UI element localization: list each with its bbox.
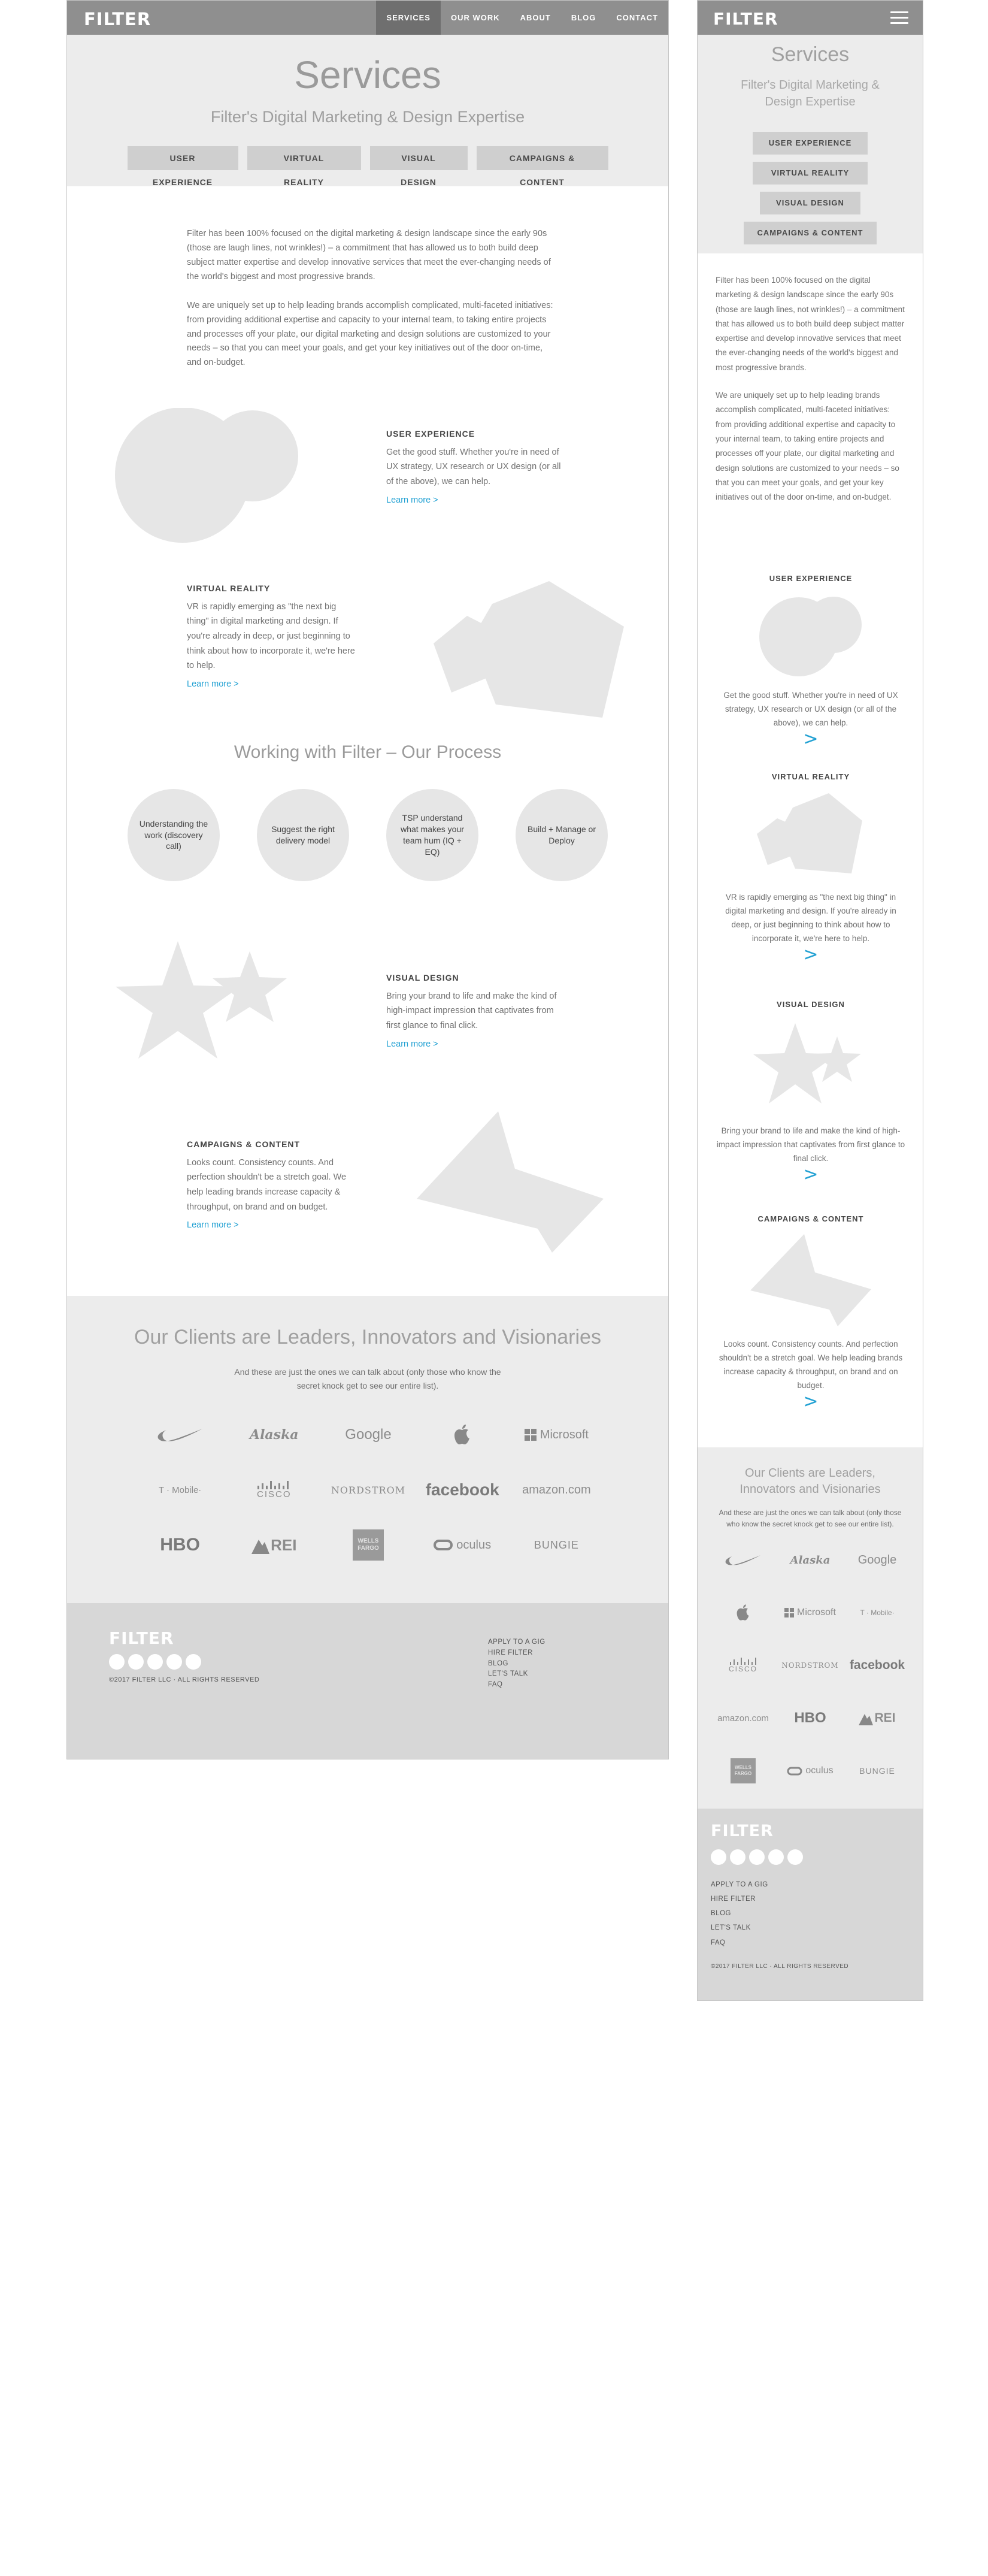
vd-stars-illustration	[751, 1020, 871, 1115]
vd-title: VISUAL DESIGN	[386, 973, 459, 982]
ux-section	[386, 427, 566, 507]
social-icon[interactable]	[186, 1654, 201, 1670]
social-icon[interactable]	[109, 1654, 125, 1670]
vd-arrow-link[interactable]: >	[803, 1163, 819, 1185]
amazon-logo: amazon.com	[522, 1483, 591, 1496]
clients-subtitle: And these are just the ones we can talk about (only those who know the secret knock get to see our entire list).	[719, 1508, 902, 1529]
copyright: ©2017 FILTER LLC · ALL RIGHTS RESERVED	[109, 1676, 260, 1683]
amazon-logo: amazon.com	[717, 1713, 769, 1724]
nav-contact[interactable]: CONTACT	[616, 13, 658, 22]
microsoft-logo: Microsoft	[777, 1601, 844, 1625]
intro-paragraph: We are uniquely set up to help leading brands accomplish complicated, multi-faceted initiatives: from providing additional expertise and capacity to your internal team, to taking entire projects and processes off your plate, our digital marketing and design solutions are customized to your needs – so that you can meet your goals, and get your key initiatives out of the door on-time, and on-budget.	[187, 300, 553, 368]
facebook-logo: facebook	[425, 1480, 499, 1499]
social-icon[interactable]	[787, 1849, 803, 1865]
vd-title: VISUAL DESIGN	[777, 1000, 845, 1009]
process-step: Understanding the work (discovery call)	[128, 789, 220, 881]
mobile-logo[interactable]: FILTER	[713, 9, 778, 29]
service-tabs	[67, 146, 668, 187]
hbo-logo: HBO	[794, 1710, 826, 1726]
tab-virtual-reality[interactable]: VIRTUAL REALITY	[247, 146, 361, 170]
mobile-page-title: Services	[771, 43, 850, 66]
footer-link-apply[interactable]: APPLY TO A GIG	[488, 1638, 545, 1646]
mobile-ux-section	[716, 574, 906, 748]
clients-section	[67, 1296, 668, 1603]
mobile-service-tabs	[698, 132, 923, 244]
vr-section	[187, 582, 357, 692]
cc-section	[187, 1138, 360, 1233]
mobile-clients-section	[698, 1447, 923, 1809]
footer-link-talk[interactable]: LET'S TALK	[488, 1670, 528, 1678]
vr-pentagons-illustration	[751, 791, 871, 881]
mobile-hero	[698, 35, 923, 253]
client-logos	[710, 1548, 911, 1783]
rei-logo: REI	[227, 1533, 321, 1557]
bungie-logo: BUNGIE	[534, 1538, 579, 1551]
cc-polygon-illustration	[748, 1232, 874, 1328]
mobile-page-subtitle: Filter's Digital Marketing & Design Expertise	[741, 78, 880, 108]
process-step: TSP understand what makes your team hum (IQ + EQ)	[386, 789, 478, 881]
wells-fargo-logo: WELLS FARGO	[710, 1759, 777, 1783]
nav-our-work[interactable]: OUR WORK	[450, 13, 500, 22]
nordstrom-logo: NORDSTROM	[781, 1661, 839, 1670]
cc-polygon-illustration	[414, 1109, 612, 1253]
vd-description: Bring your brand to life and make the kind of high-impact impression that captivates from first glance to final click.	[386, 991, 557, 1031]
footer-logo[interactable]: FILTER	[711, 1822, 774, 1840]
mobile-vd-section	[716, 1000, 906, 1184]
mobile-vr-section	[716, 772, 906, 964]
social-icon[interactable]	[166, 1654, 182, 1670]
ux-circles-illustration	[751, 595, 871, 679]
mobile-cc-section	[716, 1214, 906, 1411]
footer-logo[interactable]: FILTER	[109, 1628, 174, 1648]
social-icon[interactable]	[711, 1849, 726, 1865]
cc-description: Looks count. Consistency counts. And perfection shouldn't be a stretch goal. We help leading brands increase capacity & throughput, on brand and on budget.	[719, 1340, 903, 1390]
facebook-logo: facebook	[849, 1658, 905, 1672]
mobile-mockup	[697, 0, 923, 2001]
clients-title: Our Clients are Leaders, Innovators and Visionaries	[740, 1467, 881, 1496]
oculus-logo: oculus	[777, 1759, 844, 1783]
clients-title: Our Clients are Leaders, Innovators and Visionaries	[134, 1326, 601, 1349]
ux-description: Get the good stuff. Whether you're in need of UX strategy, UX research or UX design (or all of the above), we can help.	[386, 447, 561, 487]
tab-visual-design[interactable]: VISUAL DESIGN	[760, 192, 860, 214]
process-steps	[67, 789, 668, 881]
client-logos	[133, 1423, 604, 1557]
tab-virtual-reality[interactable]: VIRTUAL REALITY	[753, 162, 868, 185]
ux-title: USER EXPERIENCE	[769, 574, 853, 583]
cisco-logo: CISCO	[710, 1653, 777, 1677]
tmobile-logo: T · Mobile·	[158, 1484, 202, 1495]
footer-link-faq[interactable]: FAQ	[711, 1939, 726, 1946]
footer-link-apply[interactable]: APPLY TO A GIG	[711, 1881, 768, 1888]
vr-pentagons-illustration	[426, 579, 630, 722]
social-icons	[711, 1849, 803, 1865]
nav-menu	[376, 1, 668, 35]
mobile-footer	[698, 1809, 923, 2000]
bungie-logo: BUNGIE	[859, 1766, 895, 1776]
footer-links	[488, 1637, 545, 1691]
ux-circles-illustration	[114, 408, 311, 546]
oculus-logo: oculus	[416, 1533, 510, 1557]
apple-logo	[710, 1601, 777, 1625]
tmobile-logo: T · Mobile·	[860, 1609, 895, 1617]
vr-description: VR is rapidly emerging as "the next big thing" in digital marketing and design. If you're already in deep, or just beginning to think about how to incorporate it, we're here to help.	[725, 893, 896, 943]
cc-description: Looks count. Consistency counts. And perfection shouldn't be a stretch goal. We help leading brands increase capacity & throughput, on brand and on budget.	[187, 1157, 347, 1212]
social-icon[interactable]	[749, 1849, 765, 1865]
page-title: Services	[294, 53, 441, 96]
social-icon[interactable]	[147, 1654, 163, 1670]
footer-link-talk[interactable]: LET'S TALK	[711, 1924, 751, 1932]
alaska-logo: Alaska	[790, 1553, 831, 1567]
footer-link-blog[interactable]: BLOG	[488, 1659, 508, 1667]
vr-arrow-link[interactable]: >	[803, 944, 819, 965]
tab-campaigns-content[interactable]: CAMPAIGNS & CONTENT	[744, 222, 877, 244]
footer-link-hire[interactable]: HIRE FILTER	[711, 1895, 756, 1903]
desktop-mockup	[66, 0, 669, 1759]
google-logo: Google	[345, 1426, 392, 1443]
page-subtitle: Filter's Digital Marketing & Design Expertise	[210, 108, 525, 126]
ux-learn-more-link[interactable]: Learn more >	[386, 495, 438, 505]
social-icon[interactable]	[128, 1654, 144, 1670]
intro-text	[187, 227, 558, 385]
tab-campaigns-content[interactable]: CAMPAIGNS & CONTENT	[477, 146, 608, 170]
ux-description: Get the good stuff. Whether you're in need of UX strategy, UX research or UX design (or all of the above), we can help.	[723, 691, 898, 727]
hamburger-menu-icon[interactable]	[890, 11, 908, 25]
alaska-logo: Alaska	[250, 1427, 299, 1443]
nordstrom-logo: NORDSTROM	[331, 1484, 406, 1496]
social-icon[interactable]	[730, 1849, 745, 1865]
nav-services[interactable]: SERVICES	[376, 1, 441, 35]
ux-arrow-link[interactable]: >	[803, 728, 819, 749]
wells-fargo-logo: WELLS FARGO	[321, 1533, 415, 1557]
social-icons	[109, 1654, 201, 1670]
vr-title: VIRTUAL REALITY	[771, 772, 850, 781]
footer-link-faq[interactable]: FAQ	[488, 1681, 503, 1689]
google-logo: Google	[857, 1553, 897, 1567]
social-icon[interactable]	[768, 1849, 784, 1865]
intro-paragraph: Filter has been 100% focused on the digital marketing & design landscape since the early 90s (those are laugh lines, not wrinkles!) – a commitment that has allowed us to both build deep subject matter expertise and develop innovative services that meet the ever-changing needs of the world's biggest and most progressive brands.	[716, 276, 905, 372]
vr-description: VR is rapidly emerging as "the next big thing" in digital marketing and design. If you're already in deep, or just beginning to think about how to incorporate it, we're here to help.	[187, 601, 355, 671]
apple-logo	[416, 1423, 510, 1447]
cc-learn-more-link[interactable]: Learn more >	[187, 1220, 239, 1230]
process-step: Build + Manage or Deploy	[516, 789, 608, 881]
top-nav	[67, 1, 668, 35]
mobile-nav	[698, 1, 923, 35]
process-title: Working with Filter – Our Process	[234, 742, 502, 762]
process-step: Suggest the right delivery model	[257, 789, 349, 881]
tab-user-experience[interactable]: USER EXPERIENCE	[128, 146, 238, 170]
mobile-intro-text	[716, 273, 906, 518]
footer-link-hire[interactable]: HIRE FILTER	[488, 1649, 533, 1656]
vd-learn-more-link[interactable]: Learn more >	[386, 1039, 438, 1049]
vr-title: VIRTUAL REALITY	[187, 583, 271, 593]
tab-user-experience[interactable]: USER EXPERIENCE	[753, 132, 868, 155]
nike-logo	[133, 1423, 227, 1447]
vd-stars-illustration	[112, 935, 304, 1073]
nike-logo	[710, 1548, 777, 1572]
clients-subtitle: And these are just the ones we can talk about (only those who know the secret knock get to see our entire list).	[234, 1367, 501, 1391]
microsoft-logo: Microsoft	[510, 1423, 604, 1447]
rei-logo: REI	[844, 1706, 911, 1730]
vd-description: Bring your brand to life and make the kind of high-impact impression that captivates from first glance to final click.	[716, 1126, 905, 1163]
cc-title: CAMPAIGNS & CONTENT	[187, 1139, 301, 1149]
ux-title: USER EXPERIENCE	[386, 429, 475, 439]
tab-visual-design[interactable]: VISUAL DESIGN	[370, 146, 468, 170]
vd-section	[386, 971, 566, 1051]
footer-links	[711, 1877, 768, 1950]
cc-title: CAMPAIGNS & CONTENT	[757, 1214, 864, 1223]
intro-paragraph: We are uniquely set up to help leading brands accomplish complicated, multi-faceted initiatives: from providing additional expertise and capacity to your internal team, to taking entire projects and processes off your plate, our digital marketing and design solutions are customized to your needs – so that you can meet your goals, and get your key initiatives out of the door on-time, and on-budget.	[716, 391, 899, 502]
hbo-logo: HBO	[160, 1535, 200, 1555]
logo[interactable]: FILTER	[84, 9, 151, 29]
intro-paragraph: Filter has been 100% focused on the digital marketing & design landscape since the early 90s (those are laugh lines, not wrinkles!) – a commitment that has allowed us to both build deep subject matter expertise and develop innovative services that meet the ever-changing needs of the world's biggest and most progressive brands.	[187, 229, 551, 282]
cisco-logo: CISCO	[227, 1478, 321, 1502]
footer	[67, 1603, 668, 1759]
vr-learn-more-link[interactable]: Learn more >	[187, 679, 239, 689]
footer-link-blog[interactable]: BLOG	[711, 1910, 731, 1918]
nav-blog[interactable]: BLOG	[571, 13, 596, 22]
nav-about[interactable]: ABOUT	[520, 13, 551, 22]
copyright: ©2017 FILTER LLC · ALL RIGHTS RESERVED	[711, 1963, 849, 1970]
cc-arrow-link[interactable]: >	[803, 1390, 819, 1412]
hero	[67, 35, 668, 186]
